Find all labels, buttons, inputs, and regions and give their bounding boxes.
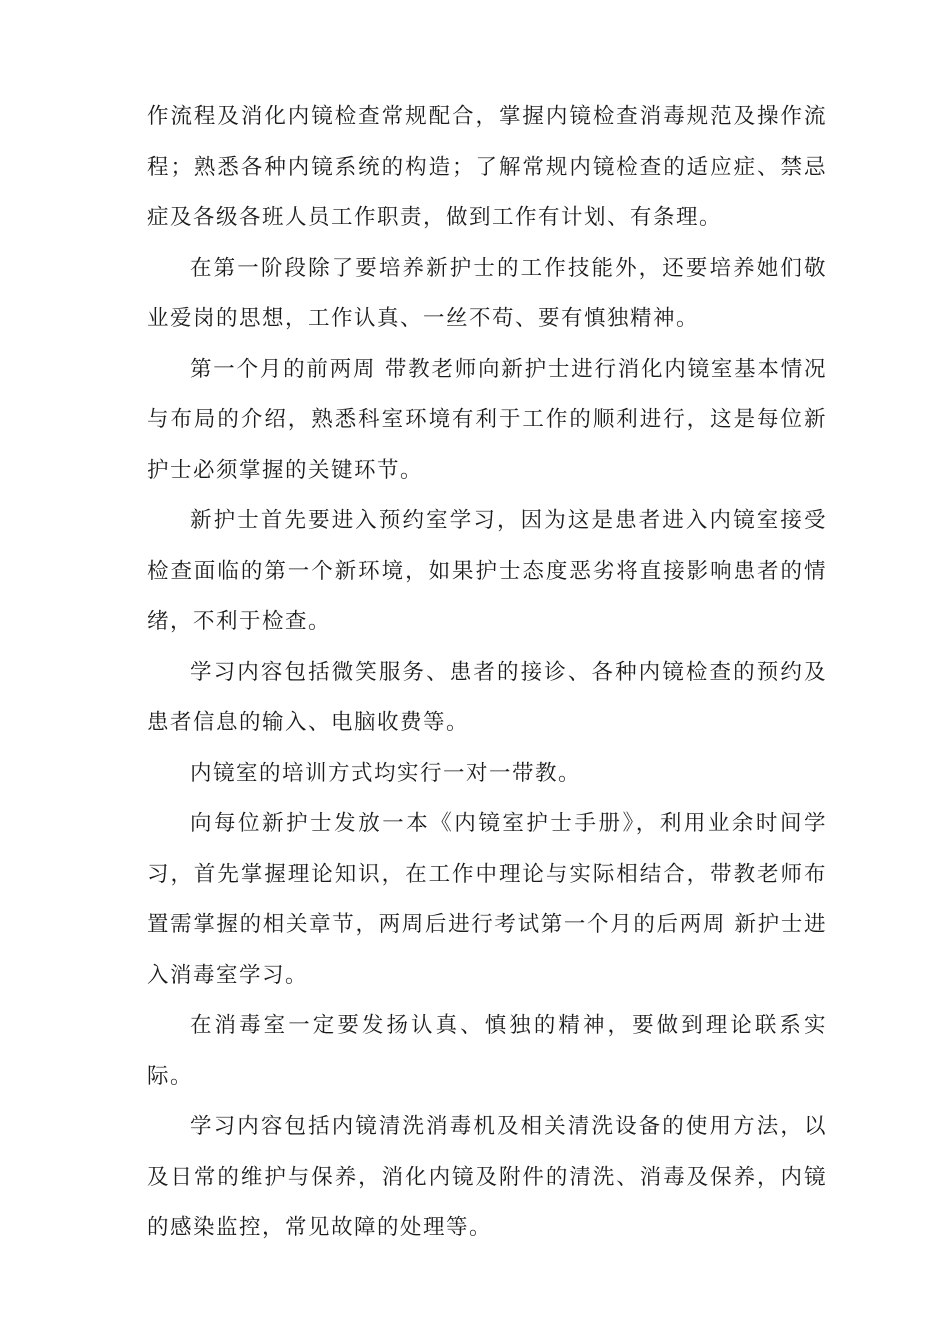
- paragraph-8: 在消毒室一定要发扬认真、慎独的精神，要做到理论联系实际。: [147, 1013, 827, 1089]
- paragraph-9: 学习内容包括内镜清洗消毒机及相关清洗设备的使用方法，以及日常的维护与保养，消化内镜及附件的清洗、消毒及保养，内镜的感染监控，常见故障的处理等。: [147, 1114, 827, 1240]
- paragraph-6: 内镜室的培训方式均实行一对一带教。: [190, 760, 582, 786]
- paragraph-4: 新护士首先要进入预约室学习，因为这是患者进入内镜室接受检查面临的第一个新环境，如果护士态度恶劣将直接影响患者的情绪，不利于检查。: [147, 508, 827, 634]
- paragraph-7: 向每位新护士发放一本《内镜室护士手册》，利用业余时间学习，首先掌握理论知识，在工作中理论与实际相结合，带教老师布置需掌握的相关章节，两周后进行考试第一个月的后两周 新护士进入消毒室学习。: [147, 811, 827, 988]
- paragraph-3: 第一个月的前两周 带教老师向新护士进行消化内镜室基本情况与布局的介绍，熟悉科室环境有利于工作的顺利进行，这是每位新护士必须掌握的关键环节。: [147, 356, 827, 483]
- paragraph-2: 在第一阶段除了要培养新护士的工作技能外，还要培养她们敬业爱岗的思想，工作认真、一丝不苟、要有慎独精神。: [147, 255, 827, 331]
- document-body: [147, 92, 827, 1254]
- paragraph-1: 作流程及消化内镜检查常规配合，掌握内镜检查消毒规范及操作流程；熟悉各种内镜系统的构造；了解常规内镜检查的适应症、禁忌症及各级各班人员工作职责，做到工作有计划、有条理。: [147, 104, 827, 230]
- paragraph-5: 学习内容包括微笑服务、患者的接诊、各种内镜检查的预约及患者信息的输入、电脑收费等。: [147, 659, 827, 735]
